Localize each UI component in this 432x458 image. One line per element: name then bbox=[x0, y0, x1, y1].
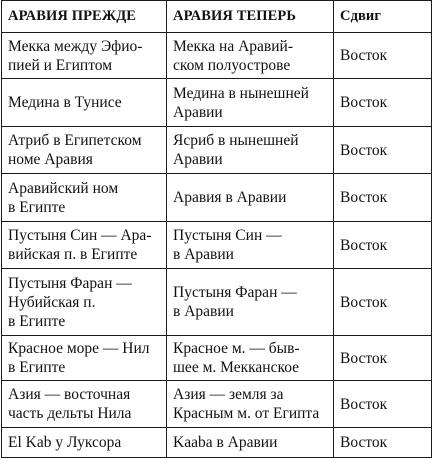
cell-after bbox=[167, 174, 334, 222]
cell-shift bbox=[334, 381, 432, 428]
cell-before bbox=[2, 222, 167, 269]
cell-after-text: Ясриб в нынешней Аравии bbox=[173, 132, 299, 168]
cell-after bbox=[167, 33, 334, 79]
table-row bbox=[2, 428, 432, 458]
table-row bbox=[2, 269, 432, 336]
cell-after bbox=[167, 127, 334, 174]
cell-after bbox=[167, 222, 334, 269]
cell-after bbox=[167, 428, 334, 458]
cell-shift-text: Восток bbox=[340, 47, 388, 64]
cell-before bbox=[2, 79, 167, 127]
table-row bbox=[2, 336, 432, 381]
cell-shift bbox=[334, 269, 432, 336]
cell-after-text: Мекка на Аравий- ском полуострове bbox=[173, 37, 293, 74]
cell-shift-text: Восток bbox=[340, 236, 388, 254]
cell-after-text: Красное м. — быв- шее м. Мекканское bbox=[173, 340, 300, 376]
cell-before bbox=[2, 336, 167, 381]
table-row bbox=[2, 222, 432, 269]
header-shift: Сдвиг bbox=[334, 1, 432, 33]
table-row bbox=[2, 174, 432, 222]
cell-before bbox=[2, 174, 167, 222]
table-row bbox=[2, 381, 432, 428]
cell-shift-text: Восток bbox=[340, 349, 388, 367]
table-row bbox=[2, 127, 432, 174]
header-before: АРАВИЯ ПРЕЖДЕ bbox=[2, 1, 167, 33]
cell-after bbox=[167, 269, 334, 336]
cell-before bbox=[2, 428, 167, 458]
header-after: АРАВИЯ ТЕПЕРЬ bbox=[167, 1, 334, 33]
cell-before-text: Красное море — Нил в Египте bbox=[8, 340, 150, 376]
cell-before bbox=[2, 269, 167, 336]
cell-after-text: Азия — земля за Красным м. от Египта bbox=[173, 386, 320, 422]
cell-shift-text: Восток bbox=[340, 94, 388, 111]
cell-shift bbox=[334, 336, 432, 381]
cell-before-text: Азия — восточная часть дельты Нила bbox=[8, 386, 132, 422]
table-row bbox=[2, 79, 432, 127]
cell-shift bbox=[334, 428, 432, 458]
cell-before bbox=[2, 127, 167, 174]
cell-shift-text: Восток bbox=[340, 395, 388, 413]
cell-after-text: Пустыня Фаран — в Аравии bbox=[173, 284, 297, 320]
cell-before-text: Аравийский ном в Египте bbox=[8, 179, 119, 216]
cell-shift-text: Восток bbox=[340, 293, 388, 311]
cell-before-text: Атриб в Египетском номе Аравия bbox=[8, 132, 142, 168]
cell-after-text: Аравия в Аравии bbox=[173, 189, 287, 206]
cell-before-text: Пустыня Син — Ара- вийская п. в Египте bbox=[8, 227, 152, 263]
cell-after-text: Медина в нынешней Аравии bbox=[173, 84, 309, 121]
comparison-table bbox=[1, 0, 432, 458]
cell-shift bbox=[334, 79, 432, 127]
cell-before-text: Медина в Тунисе bbox=[8, 94, 122, 111]
cell-shift bbox=[334, 33, 432, 79]
cell-after-text: Kaaba в Аравии bbox=[173, 434, 278, 451]
header-row bbox=[2, 1, 432, 33]
cell-shift bbox=[334, 127, 432, 174]
cell-shift-text: Восток bbox=[340, 189, 388, 206]
cell-shift bbox=[334, 222, 432, 269]
cell-after bbox=[167, 79, 334, 127]
cell-before-text: Мекка между Эфио- пией и Египтом bbox=[8, 37, 143, 74]
cell-after-text: Пустыня Син — в Аравии bbox=[173, 227, 282, 263]
cell-shift bbox=[334, 174, 432, 222]
table-row bbox=[2, 33, 432, 79]
cell-after bbox=[167, 381, 334, 428]
cell-shift-text: Восток bbox=[340, 141, 388, 159]
cell-before-text: Пустыня Фаран — Нубийская п. в Египте bbox=[8, 274, 132, 330]
cell-before bbox=[2, 33, 167, 79]
cell-before-text: El Kab у Луксора bbox=[8, 434, 122, 451]
cell-shift-text: Восток bbox=[340, 434, 388, 451]
cell-after bbox=[167, 336, 334, 381]
cell-before bbox=[2, 381, 167, 428]
